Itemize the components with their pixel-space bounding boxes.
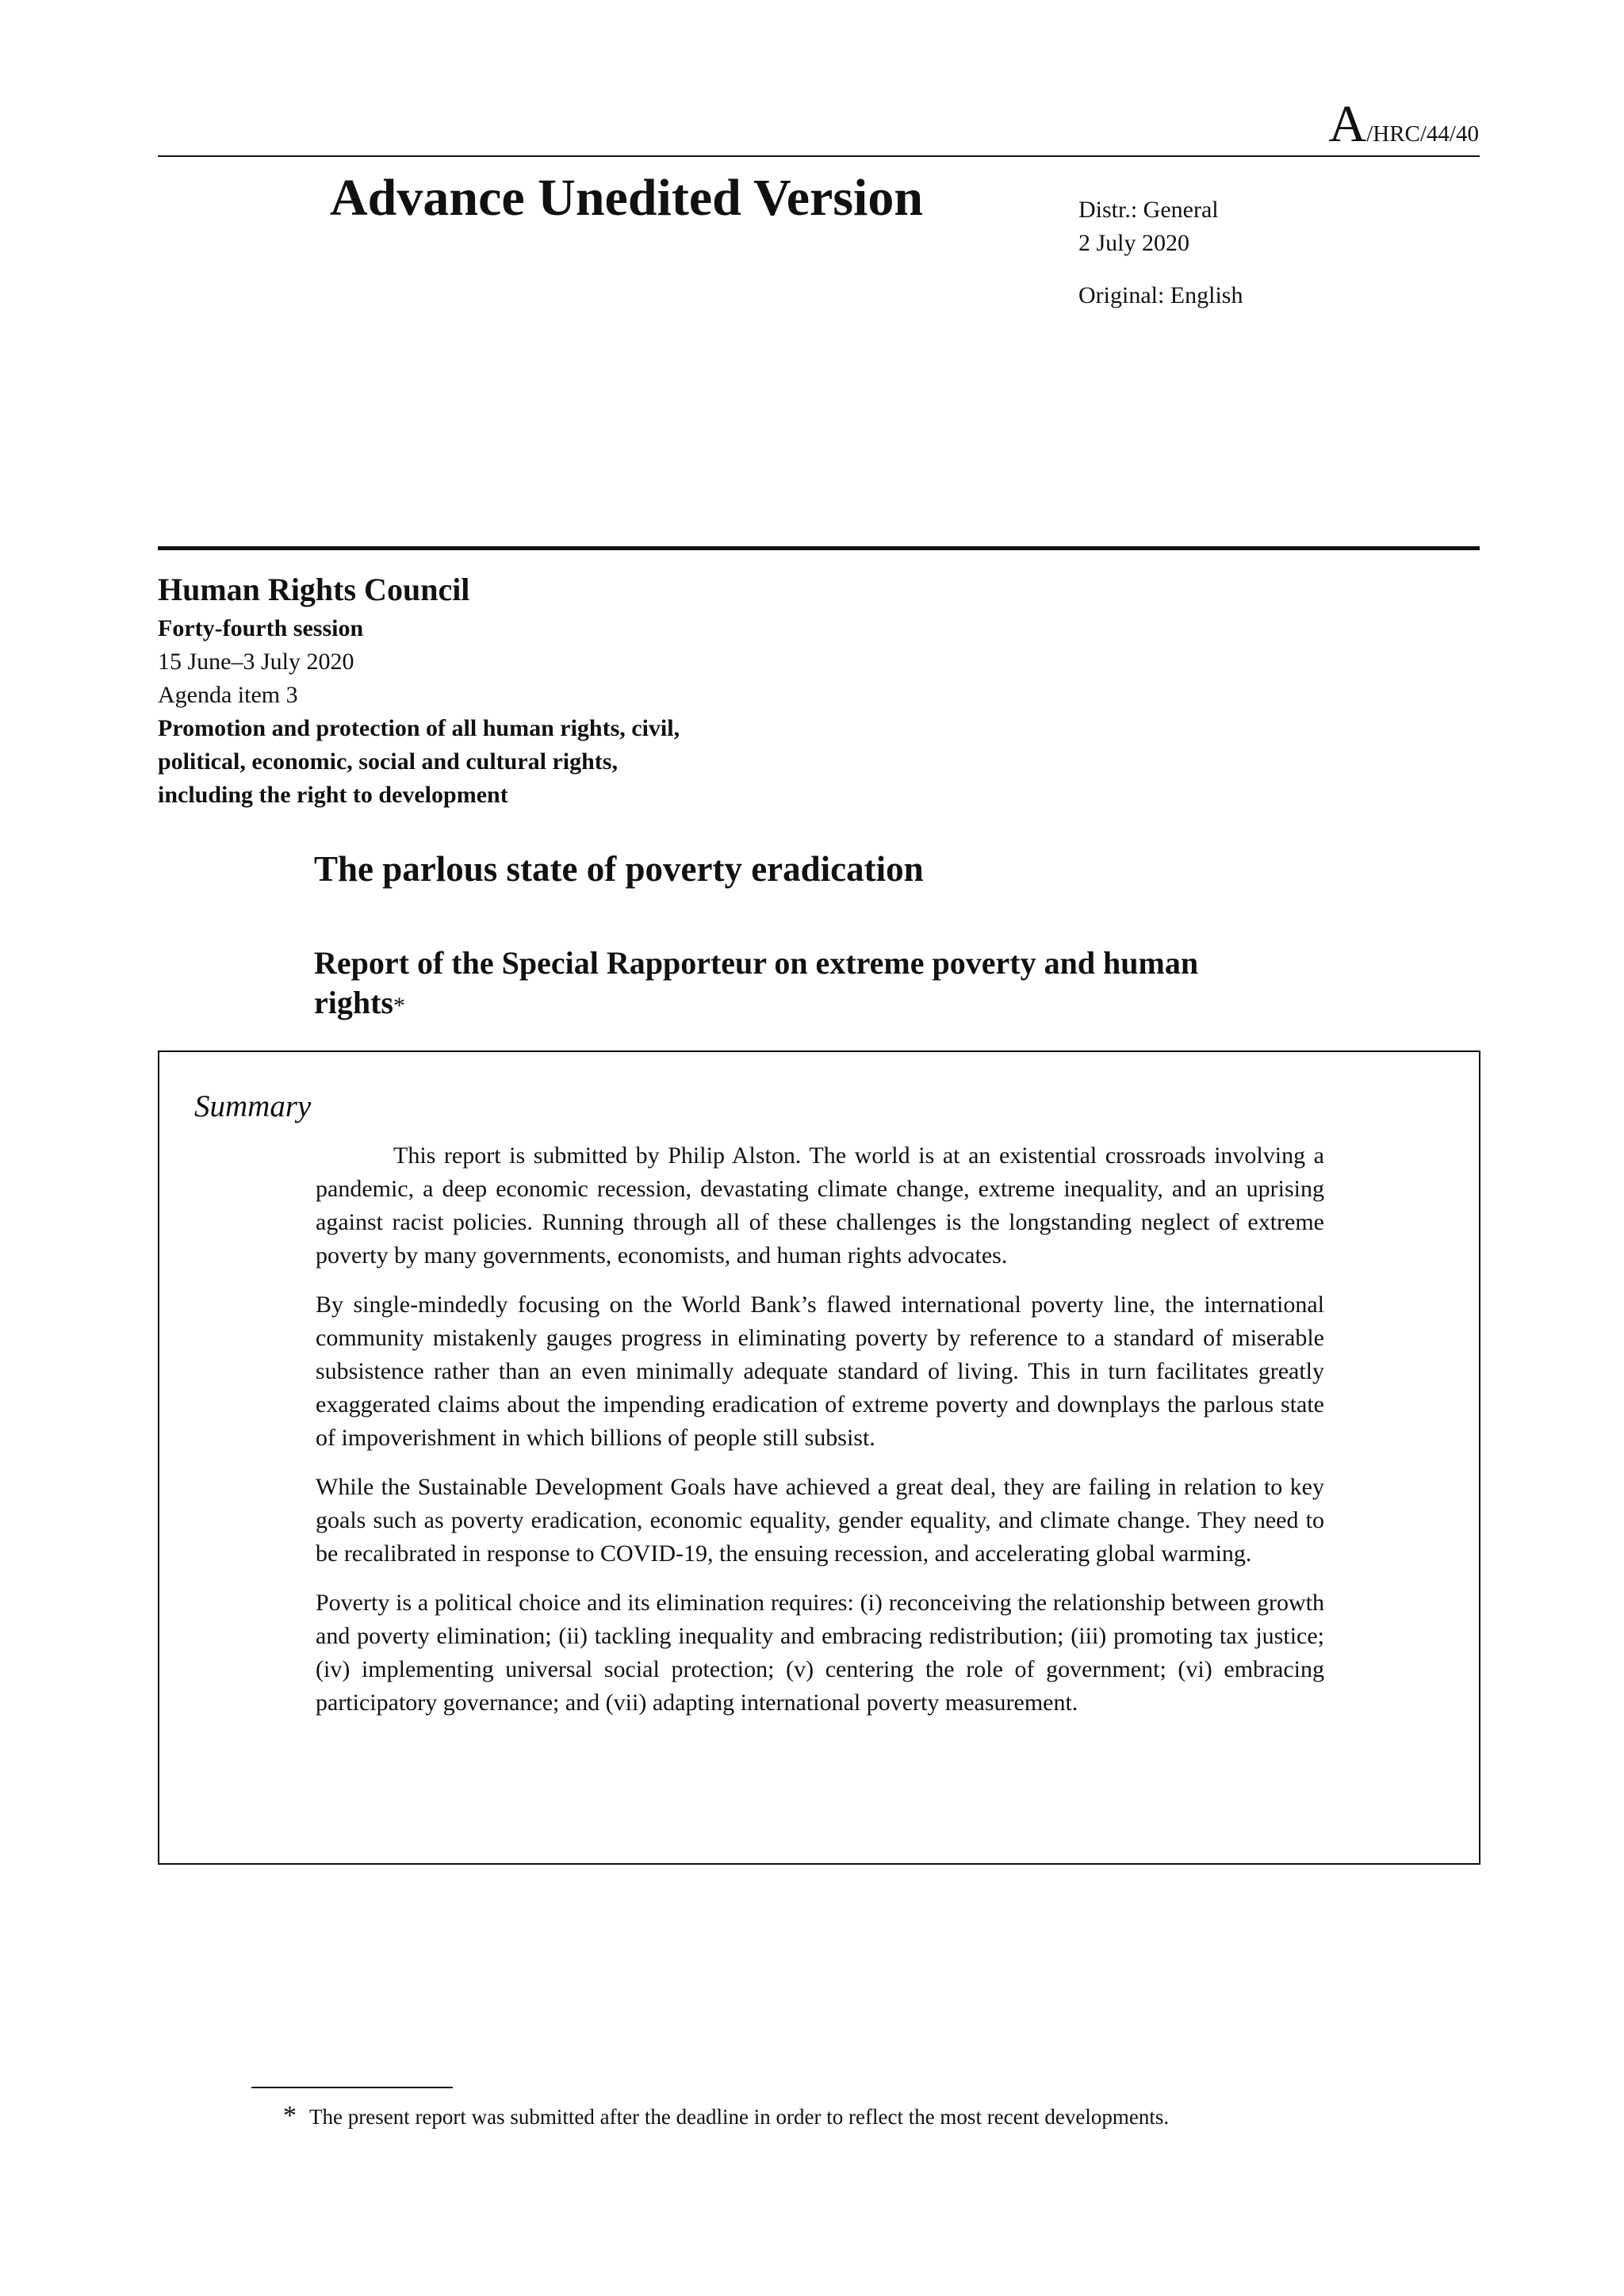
report-title: The parlous state of poverty eradication <box>314 849 924 889</box>
session-dates: 15 June–3 July 2020 <box>158 649 354 675</box>
original-language: Original: English <box>1078 282 1243 308</box>
footnote-rule <box>251 2087 453 2088</box>
summary-heading: Summary <box>194 1089 312 1123</box>
council-name: Human Rights Council <box>158 572 470 607</box>
version-title: Advance Unedited Version <box>330 169 924 227</box>
summary-paragraph: By single-mindedly focusing on the World Bank’s flawed international poverty line, the international community mistakenly gauges progress in eliminating poverty by reference to a standard of miserable subsistence rather than an even minimally adequate standard of living. This in turn facilitates greatly exaggerated claims about the impending eradication of extreme poverty and downplays the parlous state of impoverishment in which billions of people still subsist. <box>316 1292 1324 1451</box>
agenda-title-line: political, economic, social and cultural rights, <box>158 748 618 775</box>
footnote-reference: * <box>393 993 405 1019</box>
document-symbol-initial: A <box>1328 95 1367 153</box>
summary-body <box>316 1139 1324 1735</box>
summary-box <box>158 1050 1480 1865</box>
document-date: 2 July 2020 <box>1078 230 1190 256</box>
section-rule <box>158 546 1480 550</box>
footnote <box>283 2101 1169 2131</box>
agenda-item: Agenda item 3 <box>158 682 298 708</box>
report-subtitle-text: Report of the Special Rapporteur on extreme poverty and human rights <box>314 945 1199 1020</box>
report-subtitle <box>314 943 1297 1026</box>
agenda-title-line: including the right to development <box>158 782 508 808</box>
summary-paragraph: Poverty is a political choice and its elimination requires: (i) reconceiving the relationship between growth and poverty elimination; (ii) tackling inequality and embracing redistribution; (iii) promoting tax justice; (iv) implementing universal social protection; (v) centering the role of government; (vi) embracing participatory governance; and (vii) adapting international poverty measurement. <box>316 1590 1324 1716</box>
summary-paragraph: This report is submitted by Philip Alston. The world is at an existential crossroads involving a pandemic, a deep economic recession, devastating climate change, extreme inequality, and an uprising against racist policies. Running through all of these challenges is the longstanding neglect of extreme poverty by many governments, economists, and human rights advocates. <box>316 1142 1324 1269</box>
distribution-block <box>1078 193 1243 312</box>
session-name: Forty-fourth session <box>158 615 364 641</box>
document-symbol-rest: /HRC/44/40 <box>1366 121 1479 147</box>
footnote-text: The present report was submitted after the deadline in order to reflect the most recent developments. <box>309 2105 1170 2129</box>
document-symbol <box>1328 95 1479 153</box>
agenda-title-line: Promotion and protection of all human rights, civil, <box>158 715 680 741</box>
footnote-mark: * <box>283 2101 297 2130</box>
header-rule <box>158 155 1480 157</box>
council-block <box>158 569 680 812</box>
distribution-label: Distr.: General <box>1078 197 1219 223</box>
summary-paragraph: While the Sustainable Development Goals have achieved a great deal, they are failing in relation to key goals such as poverty eradication, economic equality, gender equality, and climate change. They need to be recalibrated in response to COVID-19, the ensuing recession, and accelerating global warming. <box>316 1474 1324 1567</box>
